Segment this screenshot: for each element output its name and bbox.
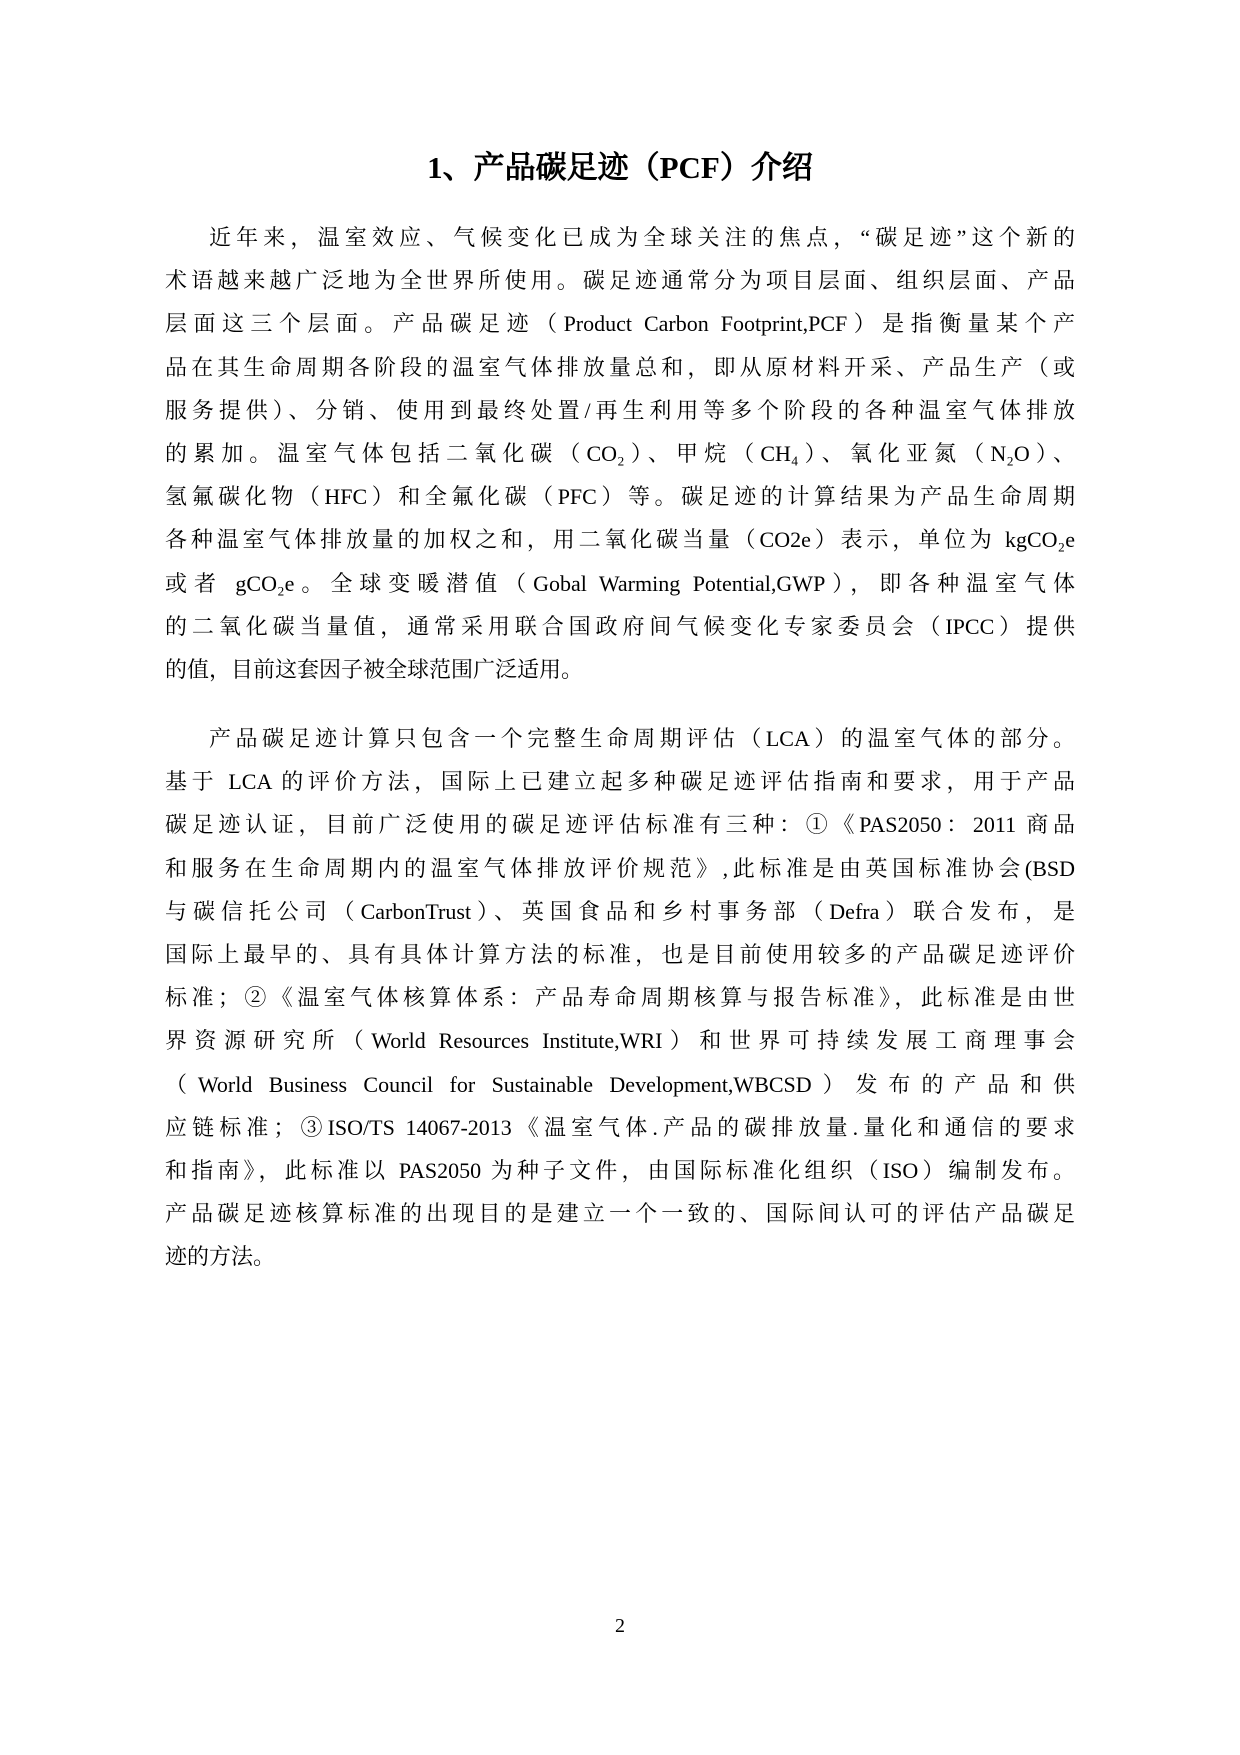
document-body: [165, 216, 1075, 1279]
paragraph-standards: [165, 717, 1075, 1278]
text-line: 应链标准；③ISO/TS 14067-2013《温室气体.产品的碳排放量.量化和通信的要求: [165, 1114, 1075, 1140]
text-line: 界资源研究所（World Resources Institute,WRI）和世界可持续发展工商理事会: [165, 1028, 1075, 1054]
text-line: 和服务在生命周期内的温室气体排放评价规范》,此标准是由英国标准协会(BSD: [165, 855, 1075, 881]
page-title: 1、产品碳足迹（PCF）介绍: [427, 150, 813, 185]
text-line: 服务提供）、分销、使用到最终处置/再生利用等多个阶段的各种温室气体排放: [165, 397, 1075, 423]
text-line: 产品碳足迹核算标准的出现目的是建立一个一致的、国际间认可的评估产品碳足: [165, 1201, 1075, 1227]
text-line: 基于 LCA 的评价方法，国际上已建立起多种碳足迹评估指南和要求，用于产品: [165, 769, 1075, 795]
text-line: 国际上最早的、具有具体计算方法的标准，也是目前使用较多的产品碳足迹评价: [165, 942, 1075, 967]
text-line: 品在其生命周期各阶段的温室气体排放量总和，即从原材料开采、产品生产（或: [165, 354, 1075, 380]
paragraph-intro-pcf: [165, 216, 1075, 691]
text-line: 近年来，温室效应、气候变化已成为全球关注的焦点，“碳足迹”这个新的: [209, 225, 1075, 250]
text-line: 或者 gCO₂e。全球变暖潜值（Gobal Warming Potential,GWP），即各种温室气体: [165, 570, 1075, 596]
text-line: （World Business Council for Sustainable Development,WBCSD）发布的产品和供: [165, 1071, 1075, 1097]
text-line: 与碳信托公司（CarbonTrust）、英国食品和乡村事务部（Defra）联合发布，是: [165, 898, 1075, 924]
text-line: 产品碳足迹计算只包含一个完整生命周期评估（LCA）的温室气体的部分。: [209, 726, 1075, 752]
text-line: 标准；②《温室气体核算体系：产品寿命周期核算与报告标准》，此标准是由世: [165, 985, 1075, 1011]
text-line: 术语越来越广泛地为全世界所使用。碳足迹通常分为项目层面、组织层面、产品: [165, 268, 1075, 294]
text-line: 和指南》，此标准以 PAS2050 为种子文件，由国际标准化组织（ISO）编制发布。: [165, 1157, 1075, 1183]
text-line: 的二氧化碳当量值，通常采用联合国政府间气候变化专家委员会（IPCC）提供: [165, 613, 1075, 639]
page-number: 2: [615, 1615, 625, 1637]
text-line: 各种温室气体排放量的加权之和，用二氧化碳当量（CO2e）表示，单位为 kgCO₂e: [165, 527, 1075, 553]
text-line: 层面这三个层面。产品碳足迹（Product Carbon Footprint,PCF）是指衡量某个产: [165, 311, 1075, 337]
text-line: 碳足迹认证，目前广泛使用的碳足迹评估标准有三种：①《PAS2050：2011 商品: [165, 812, 1075, 838]
text-line: 氢氟碳化物（HFC）和全氟化碳（PFC）等。碳足迹的计算结果为产品生命周期: [165, 484, 1075, 510]
text-line: 的值，目前这套因子被全球范围广泛适用。: [165, 656, 584, 682]
text-line: 的累加。温室气体包括二氧化碳（CO₂）、甲烷（CH₄）、氧化亚氮（N₂O）、: [165, 440, 1075, 466]
text-line: 迹的方法。: [165, 1244, 276, 1270]
